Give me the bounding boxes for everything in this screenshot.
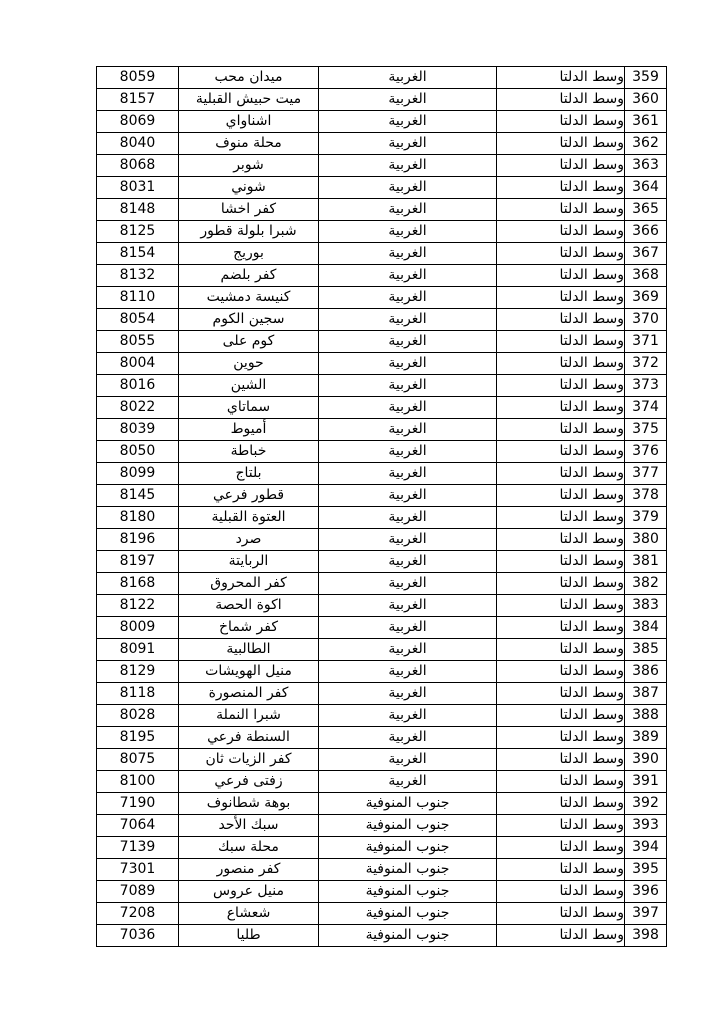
- cell-name: شوبر: [179, 155, 319, 177]
- cell-name: زفتى فرعي: [179, 771, 319, 793]
- cell-code: 8145: [97, 485, 179, 507]
- cell-code: 8050: [97, 441, 179, 463]
- table-row: [97, 375, 667, 397]
- cell-governorate: الغربية: [319, 419, 497, 441]
- cell-code: 8031: [97, 177, 179, 199]
- table-row: [97, 551, 667, 573]
- cell-code: 8148: [97, 199, 179, 221]
- cell-region: وسط الدلتا: [497, 617, 625, 639]
- cell-governorate: جنوب المنوفية: [319, 859, 497, 881]
- table-row: [97, 925, 667, 947]
- cell-name: بوهة شطانوف: [179, 793, 319, 815]
- cell-code: 8022: [97, 397, 179, 419]
- document-page: [96, 66, 662, 947]
- cell-region: وسط الدلتا: [497, 485, 625, 507]
- cell-serial-number: 396: [625, 881, 667, 903]
- cell-governorate: الغربية: [319, 507, 497, 529]
- cell-name: الربايتة: [179, 551, 319, 573]
- cell-region: وسط الدلتا: [497, 155, 625, 177]
- cell-region: وسط الدلتا: [497, 639, 625, 661]
- cell-serial-number: 389: [625, 727, 667, 749]
- cell-governorate: الغربية: [319, 617, 497, 639]
- cell-governorate: الغربية: [319, 727, 497, 749]
- cell-serial-number: 385: [625, 639, 667, 661]
- table-row: [97, 419, 667, 441]
- cell-region: وسط الدلتا: [497, 683, 625, 705]
- cell-governorate: جنوب المنوفية: [319, 925, 497, 947]
- cell-name: صرد: [179, 529, 319, 551]
- cell-serial-number: 394: [625, 837, 667, 859]
- cell-code: 8028: [97, 705, 179, 727]
- cell-serial-number: 398: [625, 925, 667, 947]
- cell-name: شبرا النملة: [179, 705, 319, 727]
- cell-name: محلة سبك: [179, 837, 319, 859]
- cell-governorate: الغربية: [319, 177, 497, 199]
- cell-serial-number: 359: [625, 67, 667, 89]
- cell-region: وسط الدلتا: [497, 133, 625, 155]
- cell-serial-number: 384: [625, 617, 667, 639]
- cell-serial-number: 365: [625, 199, 667, 221]
- table-row: [97, 89, 667, 111]
- cell-region: وسط الدلتا: [497, 595, 625, 617]
- cell-code: 8118: [97, 683, 179, 705]
- cell-governorate: الغربية: [319, 661, 497, 683]
- table-row: [97, 529, 667, 551]
- cell-serial-number: 360: [625, 89, 667, 111]
- cell-name: خباطة: [179, 441, 319, 463]
- cell-code: 7064: [97, 815, 179, 837]
- cell-governorate: جنوب المنوفية: [319, 793, 497, 815]
- cell-region: وسط الدلتا: [497, 397, 625, 419]
- cell-region: وسط الدلتا: [497, 375, 625, 397]
- cell-code: 8009: [97, 617, 179, 639]
- table-row: [97, 111, 667, 133]
- cell-code: 8157: [97, 89, 179, 111]
- cell-name: السنطة فرعي: [179, 727, 319, 749]
- branches-table: [96, 66, 667, 947]
- cell-region: وسط الدلتا: [497, 463, 625, 485]
- cell-governorate: جنوب المنوفية: [319, 837, 497, 859]
- cell-code: 8039: [97, 419, 179, 441]
- cell-serial-number: 387: [625, 683, 667, 705]
- cell-region: وسط الدلتا: [497, 749, 625, 771]
- cell-region: وسط الدلتا: [497, 265, 625, 287]
- table-row: [97, 155, 667, 177]
- cell-region: وسط الدلتا: [497, 903, 625, 925]
- cell-region: وسط الدلتا: [497, 705, 625, 727]
- cell-name: شبرا بلولة قطور: [179, 221, 319, 243]
- cell-name: كفر الزيات ثان: [179, 749, 319, 771]
- cell-name: كنيسة دمشيت: [179, 287, 319, 309]
- table-row: [97, 793, 667, 815]
- cell-governorate: جنوب المنوفية: [319, 903, 497, 925]
- cell-name: شوني: [179, 177, 319, 199]
- table-row: [97, 683, 667, 705]
- table-row: [97, 397, 667, 419]
- cell-code: 8068: [97, 155, 179, 177]
- table-row: [97, 67, 667, 89]
- cell-governorate: جنوب المنوفية: [319, 881, 497, 903]
- cell-region: وسط الدلتا: [497, 881, 625, 903]
- cell-governorate: الغربية: [319, 265, 497, 287]
- cell-region: وسط الدلتا: [497, 551, 625, 573]
- cell-code: 8004: [97, 353, 179, 375]
- cell-governorate: الغربية: [319, 309, 497, 331]
- cell-region: وسط الدلتا: [497, 793, 625, 815]
- cell-code: 8091: [97, 639, 179, 661]
- cell-name: طليا: [179, 925, 319, 947]
- cell-region: وسط الدلتا: [497, 837, 625, 859]
- cell-serial-number: 380: [625, 529, 667, 551]
- cell-serial-number: 395: [625, 859, 667, 881]
- cell-serial-number: 373: [625, 375, 667, 397]
- cell-code: 8154: [97, 243, 179, 265]
- cell-region: وسط الدلتا: [497, 507, 625, 529]
- table-row: [97, 661, 667, 683]
- cell-region: وسط الدلتا: [497, 111, 625, 133]
- cell-code: 8055: [97, 331, 179, 353]
- cell-name: كفر المنصورة: [179, 683, 319, 705]
- table-row: [97, 837, 667, 859]
- cell-name: قطور فرعي: [179, 485, 319, 507]
- cell-name: كفر اخشا: [179, 199, 319, 221]
- table-row: [97, 243, 667, 265]
- cell-governorate: الغربية: [319, 331, 497, 353]
- cell-serial-number: 370: [625, 309, 667, 331]
- cell-governorate: جنوب المنوفية: [319, 815, 497, 837]
- cell-region: وسط الدلتا: [497, 89, 625, 111]
- cell-name: شعشاع: [179, 903, 319, 925]
- cell-code: 8132: [97, 265, 179, 287]
- cell-governorate: الغربية: [319, 705, 497, 727]
- table-row: [97, 485, 667, 507]
- cell-name: منيل عروس: [179, 881, 319, 903]
- cell-code: 8100: [97, 771, 179, 793]
- cell-code: 8110: [97, 287, 179, 309]
- cell-name: اشناواي: [179, 111, 319, 133]
- cell-name: اكوة الحصة: [179, 595, 319, 617]
- cell-serial-number: 374: [625, 397, 667, 419]
- table-body: [97, 67, 667, 947]
- cell-region: وسط الدلتا: [497, 661, 625, 683]
- cell-region: وسط الدلتا: [497, 859, 625, 881]
- cell-region: وسط الدلتا: [497, 529, 625, 551]
- cell-region: وسط الدلتا: [497, 727, 625, 749]
- cell-name: سجين الكوم: [179, 309, 319, 331]
- cell-name: كوم على: [179, 331, 319, 353]
- cell-region: وسط الدلتا: [497, 243, 625, 265]
- cell-name: محلة منوف: [179, 133, 319, 155]
- cell-serial-number: 363: [625, 155, 667, 177]
- cell-region: وسط الدلتا: [497, 309, 625, 331]
- cell-governorate: الغربية: [319, 551, 497, 573]
- cell-name: الشين: [179, 375, 319, 397]
- cell-code: 8168: [97, 573, 179, 595]
- table-row: [97, 287, 667, 309]
- cell-name: كفر منصور: [179, 859, 319, 881]
- cell-region: وسط الدلتا: [497, 331, 625, 353]
- cell-serial-number: 397: [625, 903, 667, 925]
- cell-serial-number: 372: [625, 353, 667, 375]
- cell-name: منيل الهويشات: [179, 661, 319, 683]
- cell-governorate: الغربية: [319, 683, 497, 705]
- cell-code: 8016: [97, 375, 179, 397]
- table-row: [97, 177, 667, 199]
- cell-name: بلتاج: [179, 463, 319, 485]
- cell-serial-number: 371: [625, 331, 667, 353]
- cell-serial-number: 388: [625, 705, 667, 727]
- cell-region: وسط الدلتا: [497, 221, 625, 243]
- cell-governorate: الغربية: [319, 199, 497, 221]
- table-row: [97, 705, 667, 727]
- cell-serial-number: 382: [625, 573, 667, 595]
- table-row: [97, 815, 667, 837]
- cell-governorate: الغربية: [319, 529, 497, 551]
- cell-governorate: الغربية: [319, 155, 497, 177]
- cell-governorate: الغربية: [319, 89, 497, 111]
- table-row: [97, 353, 667, 375]
- cell-code: 8059: [97, 67, 179, 89]
- cell-governorate: الغربية: [319, 221, 497, 243]
- cell-region: وسط الدلتا: [497, 419, 625, 441]
- cell-code: 7301: [97, 859, 179, 881]
- cell-code: 8075: [97, 749, 179, 771]
- cell-serial-number: 386: [625, 661, 667, 683]
- table-row: [97, 573, 667, 595]
- cell-governorate: الغربية: [319, 771, 497, 793]
- cell-name: بوريج: [179, 243, 319, 265]
- cell-code: 8180: [97, 507, 179, 529]
- cell-serial-number: 391: [625, 771, 667, 793]
- cell-governorate: الغربية: [319, 375, 497, 397]
- cell-code: 8054: [97, 309, 179, 331]
- cell-governorate: الغربية: [319, 463, 497, 485]
- cell-serial-number: 377: [625, 463, 667, 485]
- table-row: [97, 749, 667, 771]
- cell-serial-number: 375: [625, 419, 667, 441]
- cell-code: 8129: [97, 661, 179, 683]
- cell-serial-number: 392: [625, 793, 667, 815]
- cell-serial-number: 378: [625, 485, 667, 507]
- table-row: [97, 463, 667, 485]
- cell-serial-number: 383: [625, 595, 667, 617]
- table-row: [97, 199, 667, 221]
- cell-name: ميت حبيش القبلية: [179, 89, 319, 111]
- cell-serial-number: 369: [625, 287, 667, 309]
- cell-region: وسط الدلتا: [497, 353, 625, 375]
- cell-code: 7190: [97, 793, 179, 815]
- cell-code: 7208: [97, 903, 179, 925]
- cell-serial-number: 379: [625, 507, 667, 529]
- cell-code: 8125: [97, 221, 179, 243]
- cell-governorate: الغربية: [319, 287, 497, 309]
- table-row: [97, 441, 667, 463]
- cell-governorate: الغربية: [319, 749, 497, 771]
- cell-governorate: الغربية: [319, 133, 497, 155]
- cell-region: وسط الدلتا: [497, 67, 625, 89]
- cell-name: سماتاي: [179, 397, 319, 419]
- cell-name: أميوط: [179, 419, 319, 441]
- cell-region: وسط الدلتا: [497, 441, 625, 463]
- table-row: [97, 595, 667, 617]
- cell-code: 8099: [97, 463, 179, 485]
- cell-serial-number: 390: [625, 749, 667, 771]
- cell-serial-number: 366: [625, 221, 667, 243]
- cell-code: 8195: [97, 727, 179, 749]
- table-row: [97, 881, 667, 903]
- table-row: [97, 727, 667, 749]
- table-row: [97, 309, 667, 331]
- cell-code: 8196: [97, 529, 179, 551]
- table-row: [97, 265, 667, 287]
- table-row: [97, 331, 667, 353]
- cell-code: 7139: [97, 837, 179, 859]
- cell-serial-number: 364: [625, 177, 667, 199]
- cell-governorate: الغربية: [319, 441, 497, 463]
- cell-serial-number: 361: [625, 111, 667, 133]
- table-row: [97, 639, 667, 661]
- cell-name: سبك الأحد: [179, 815, 319, 837]
- table-row: [97, 859, 667, 881]
- cell-name: حوين: [179, 353, 319, 375]
- cell-name: العتوة القبلية: [179, 507, 319, 529]
- cell-governorate: الغربية: [319, 485, 497, 507]
- cell-governorate: الغربية: [319, 397, 497, 419]
- cell-name: الطالبية: [179, 639, 319, 661]
- table-row: [97, 507, 667, 529]
- table-row: [97, 133, 667, 155]
- cell-code: 8122: [97, 595, 179, 617]
- cell-name: ميدان محب: [179, 67, 319, 89]
- cell-serial-number: 381: [625, 551, 667, 573]
- cell-governorate: الغربية: [319, 67, 497, 89]
- cell-code: 8197: [97, 551, 179, 573]
- table-row: [97, 617, 667, 639]
- cell-governorate: الغربية: [319, 573, 497, 595]
- cell-serial-number: 376: [625, 441, 667, 463]
- cell-region: وسط الدلتا: [497, 573, 625, 595]
- table-row: [97, 771, 667, 793]
- cell-governorate: الغربية: [319, 243, 497, 265]
- cell-governorate: الغربية: [319, 111, 497, 133]
- cell-governorate: الغربية: [319, 353, 497, 375]
- cell-code: 8040: [97, 133, 179, 155]
- cell-governorate: الغربية: [319, 595, 497, 617]
- cell-region: وسط الدلتا: [497, 199, 625, 221]
- cell-region: وسط الدلتا: [497, 177, 625, 199]
- cell-name: كفر بلضم: [179, 265, 319, 287]
- cell-code: 8069: [97, 111, 179, 133]
- cell-serial-number: 393: [625, 815, 667, 837]
- cell-region: وسط الدلتا: [497, 815, 625, 837]
- table-row: [97, 221, 667, 243]
- cell-region: وسط الدلتا: [497, 925, 625, 947]
- cell-region: وسط الدلتا: [497, 771, 625, 793]
- cell-name: كفر شماخ: [179, 617, 319, 639]
- cell-serial-number: 367: [625, 243, 667, 265]
- cell-governorate: الغربية: [319, 639, 497, 661]
- cell-serial-number: 368: [625, 265, 667, 287]
- cell-code: 7089: [97, 881, 179, 903]
- table-row: [97, 903, 667, 925]
- cell-region: وسط الدلتا: [497, 287, 625, 309]
- cell-serial-number: 362: [625, 133, 667, 155]
- cell-code: 7036: [97, 925, 179, 947]
- cell-name: كفر المحروق: [179, 573, 319, 595]
